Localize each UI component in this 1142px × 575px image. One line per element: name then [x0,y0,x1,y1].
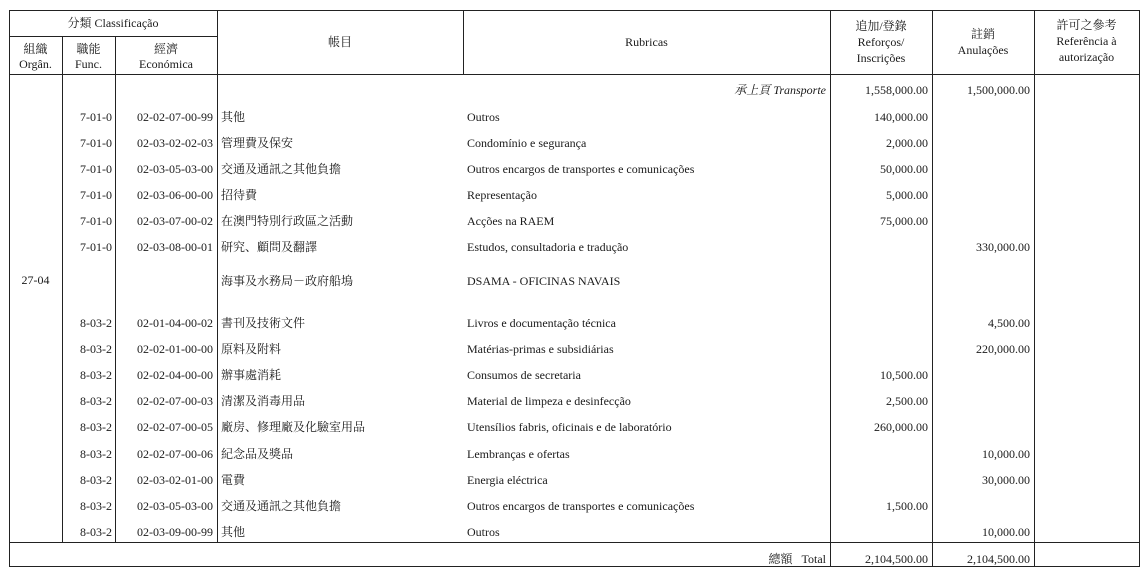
row-anulacoes: 10,000.00 [982,524,1030,539]
row-rubrica-pt: Consumos de secretaria [467,368,581,383]
row-econ-code: 02-03-05-03-00 [137,162,213,176]
row-econ-code: 02-03-02-01-00 [137,472,213,487]
rule-reforcos-anulacoes [932,10,933,567]
total-anulacoes: 2,104,500.00 [967,552,1030,566]
row-econ-code: 02-03-09-00-99 [137,524,213,539]
row-reforcos: 260,000.00 [874,420,928,435]
row-account-zh: 原料及附料 [221,342,282,357]
row-account-zh: 研究、顧問及翻譯 [221,240,318,254]
transport-anulacoes: 1,500,000.00 [967,83,1030,97]
row-anulacoes: 330,000.00 [976,240,1030,254]
row-reforcos: 10,500.00 [880,368,928,383]
row-rubrica-pt: Outros [467,110,500,124]
row-reforcos: 75,000.00 [880,214,928,228]
row-func-code: 8-03-2 [80,368,112,383]
row-account-zh: 電費 [221,472,246,487]
row-econ-code: 02-02-07-00-99 [137,110,213,124]
row-rubrica-pt: Utensílios fabris, oficinais e de laboratório [467,420,672,435]
row-account-zh: 辦事處消耗 [221,368,282,383]
row-reforcos: 5,000.00 [886,188,928,202]
row-rubrica-pt: Outros encargos de transportes e comunicações [467,162,695,176]
rule-top [9,10,1140,11]
reforcos-header-pt2: Inscrições [856,51,906,65]
row-rubrica-pt: Estudos, consultadoria e tradução [467,240,629,254]
reference-header-pt2: autorização [1058,50,1115,64]
account-header: 帳目 [327,35,352,49]
row-econ-code: 02-02-04-00-00 [137,368,213,383]
row-rubrica-pt: Energia eléctrica [467,472,548,487]
total-label-zh: 總額 [768,552,793,566]
reforcos-header-pt1: Reforços/ [857,35,905,49]
row-econ-code: 02-02-07-00-03 [137,394,213,409]
reference-header-zh: 許可之參考 [1056,18,1117,32]
row-rubrica-pt: Condomínio e segurança [467,136,587,150]
row-reforcos: 140,000.00 [874,110,928,124]
total-label [620,553,826,565]
reference-header-pt1: Referência à [1056,34,1117,48]
row-reforcos: 50,000.00 [880,162,928,176]
rule-rubricas-reforcos [830,10,831,567]
rule-total-top [9,542,1140,543]
row-func-code: 8-03-2 [80,524,112,539]
rule-classification [9,36,217,37]
classification-header: 分類 Classificação [67,16,159,30]
row-account-zh: 書刊及技術文件 [221,316,306,330]
row-econ-code: 02-03-05-03-00 [137,498,213,513]
row-account-zh: 廠房、修理廠及化驗室用品 [221,420,366,435]
reforcos-header-zh: 追加/登錄 [855,19,907,33]
row-econ-code: 02-01-04-00-02 [137,316,213,330]
rule-econ-account [217,10,218,543]
econ-header-zh: 經濟 [153,42,178,56]
econ-header-pt: Económica [139,57,193,71]
row-rubrica-pt: Outros encargos de transportes e comunicações [467,498,695,513]
organ-code: 27-04 [21,273,50,287]
row-rubrica-pt: Material de limpeza e desinfecção [467,394,631,409]
row-econ-code: 02-03-02-02-03 [137,136,213,150]
func-header-pt: Func. [75,57,102,71]
row-account-zh: 紀念品及獎品 [221,446,294,461]
row-account-zh: 交通及通訊之其他負擔 [221,162,342,176]
rule-right [1139,10,1140,567]
row-rubrica-pt: Representação [467,188,537,202]
row-rubrica-pt: Matérias-primas e subsidiárias [467,342,614,357]
rubricas-header: Rubricas [625,35,668,49]
row-econ-code: 02-03-08-00-01 [137,240,213,254]
row-rubrica-pt: Outros [467,524,500,539]
row-anulacoes: 220,000.00 [976,342,1030,357]
transport-reforcos: 1,558,000.00 [865,83,928,97]
row-reforcos: 2,000.00 [886,136,928,150]
anulacoes-header-pt: Anulações [957,43,1009,57]
transport-label [620,84,826,96]
row-econ-code: 02-03-06-00-00 [137,188,213,202]
total-label-pt: Total [801,552,826,566]
row-func-code: 7-01-0 [80,110,112,124]
func-header-zh: 職能 [76,42,101,56]
row-func-code: 7-01-0 [80,136,112,150]
row-reforcos: 1,500.00 [886,498,928,513]
row-func-code: 7-01-0 [80,240,112,254]
row-rubrica-pt: Lembranças e ofertas [467,446,570,461]
row-account-zh: 清潔及消毒用品 [221,394,306,409]
rule-bottom [9,566,1140,567]
row-rubrica-pt: Acções na RAEM [467,214,555,228]
row-func-code: 8-03-2 [80,498,112,513]
row-anulacoes: 30,000.00 [982,472,1030,487]
row-func-code: 8-03-2 [80,316,112,330]
row-account-zh: 在澳門特別行政區之活動 [221,214,354,228]
total-reforcos: 2,104,500.00 [865,552,928,566]
row-account-zh: 其他 [221,110,246,124]
rule-anulacoes-reference [1034,10,1035,567]
organ-header-zh: 組織 [23,42,48,56]
transport-label-pt: Transporte [773,83,826,97]
row-account-zh: 其他 [221,524,246,539]
row-func-code: 8-03-2 [80,342,112,357]
row-rubrica-pt: Livros e documentação técnica [467,316,616,330]
row-anulacoes: 10,000.00 [982,446,1030,461]
row-func-code: 7-01-0 [80,188,112,202]
rule-left [9,10,10,567]
row-func-code: 7-01-0 [80,214,112,228]
row-func-code: 7-01-0 [80,162,112,176]
row-econ-code: 02-02-07-00-05 [137,420,213,435]
row-account-zh: 招待費 [221,188,258,202]
row-anulacoes: 4,500.00 [988,316,1030,330]
row-func-code: 8-03-2 [80,420,112,435]
entity-name-pt: DSAMA - OFICINAS NAVAIS [467,274,621,288]
anulacoes-header-zh: 註銷 [970,27,995,41]
row-econ-code: 02-02-07-00-06 [137,446,213,461]
row-econ-code: 02-02-01-00-00 [137,342,213,357]
entity-name-zh: 海事及水務局－政府船塢 [221,274,354,288]
row-func-code: 8-03-2 [80,394,112,409]
rule-header-bottom [9,74,1140,75]
row-account-zh: 管理費及保安 [221,136,294,150]
row-account-zh: 交通及通訊之其他負擔 [221,498,342,513]
row-func-code: 8-03-2 [80,472,112,487]
row-reforcos: 2,500.00 [886,394,928,409]
organ-header-pt: Orgân. [19,57,52,71]
row-func-code: 8-03-2 [80,446,112,461]
row-econ-code: 02-03-07-00-02 [137,214,213,228]
transport-label-zh: 承上頁 [734,83,771,97]
